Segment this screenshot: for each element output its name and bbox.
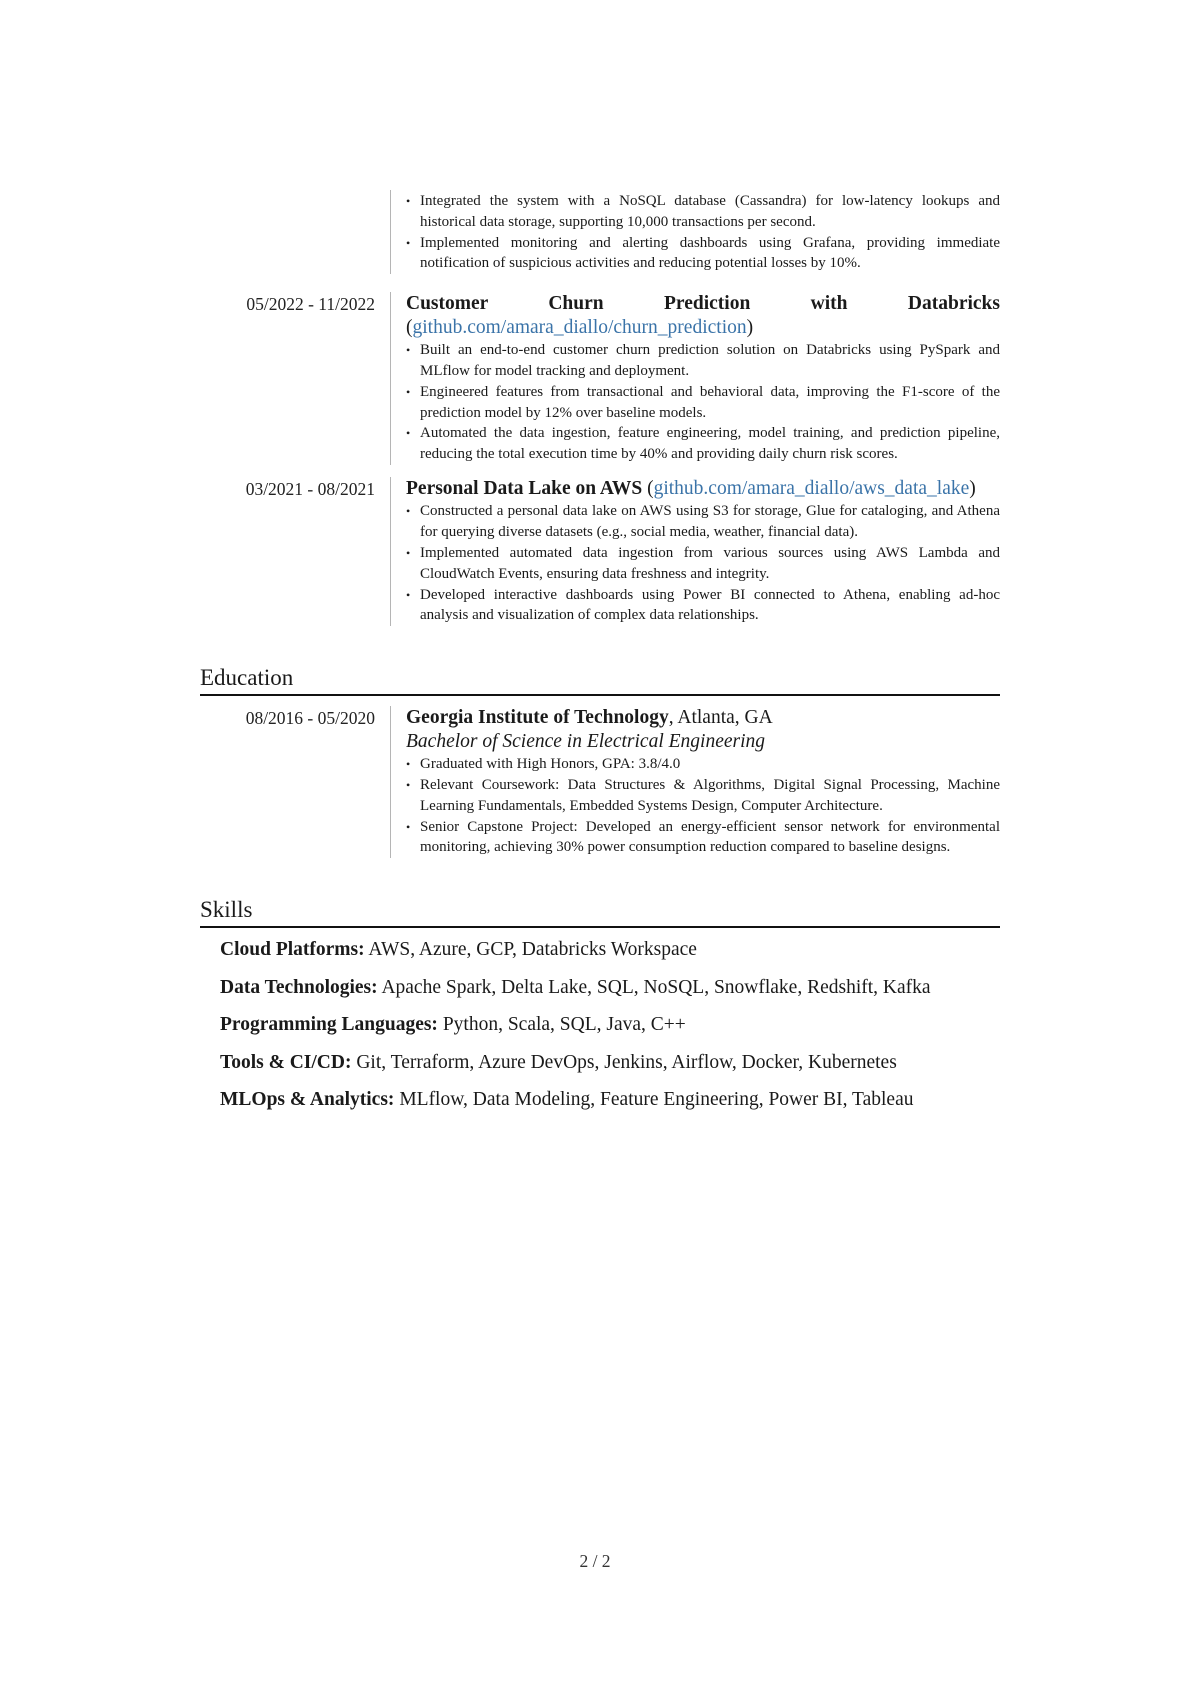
project-link[interactable]: github.com/amara_diallo/churn_prediction — [412, 316, 747, 338]
institution-name: Georgia Institute of Technology — [406, 707, 669, 729]
institution-location: , Atlanta, GA — [668, 707, 773, 729]
bullet-list — [406, 191, 1000, 274]
entry-date: 05/2022 - 11/2022 — [246, 294, 375, 315]
bullet-item: • Integrated the system with a NoSQL database (Cassandra) for low-latency lookups and historical data storage, supporting 10,000 transactions per second. — [406, 191, 1000, 233]
project-title: Personal Data Lake on AWS — [406, 477, 643, 499]
skills-list — [200, 938, 1000, 1112]
bullet-item: • Constructed a personal data lake on AWS using S3 for storage, Glue for cataloging, and Athena for querying diverse datasets (e.g., social media, weather, financial data). — [406, 501, 1000, 543]
project-title-line: Customer Churn Prediction with Databricks (github.com/amara_diallo/churn_prediction) — [406, 293, 1000, 338]
bullet-list — [406, 754, 1000, 858]
education-heading: Education — [200, 664, 1000, 696]
degree: Bachelor of Science in Electrical Engineering — [406, 730, 766, 752]
entry-body — [390, 292, 1000, 465]
experience-entry-continued — [200, 190, 1000, 274]
education-entry — [200, 706, 1000, 858]
skill-items: MLflow, Data Modeling, Feature Engineering, Power BI, Tableau — [394, 1089, 914, 1111]
bullet-item: • Developed interactive dashboards using Power BI connected to Athena, enabling ad-hoc analysis and visualization of complex data relationships. — [406, 585, 1000, 627]
entry-date: 03/2021 - 08/2021 — [245, 478, 375, 499]
project-title-line: Personal Data Lake on AWS (github.com/amara_diallo/aws_data_lake) — [406, 477, 976, 499]
skill-row — [220, 1051, 1000, 1075]
skill-category: Data Technologies: — [220, 976, 378, 998]
project-link[interactable]: github.com/amara_diallo/aws_data_lake — [653, 477, 970, 499]
entry-body — [390, 190, 1000, 274]
resume-page — [200, 190, 1000, 1126]
bullet-item: • Implemented monitoring and alerting dashboards using Grafana, providing immediate notification of suspicious activities and reducing potential losses by 10%. — [406, 233, 1000, 275]
bullet-item: • Graduated with High Honors, GPA: 3.8/4.0 — [406, 754, 1000, 775]
skill-items: Apache Spark, Delta Lake, SQL, NoSQL, Snowflake, Redshift, Kafka — [377, 976, 931, 998]
skill-category: Programming Languages: — [220, 1014, 438, 1036]
skill-items: Git, Terraform, Azure DevOps, Jenkins, Airflow, Docker, Kubernetes — [351, 1051, 897, 1073]
entry-date — [200, 190, 390, 274]
bullet-item: • Implemented automated data ingestion from various sources using AWS Lambda and CloudWatch Events, ensuring data freshness and integrity. — [406, 543, 1000, 585]
bullet-item: • Built an end-to-end customer churn prediction solution on Databricks using PySpark and MLflow for model tracking and deployment. — [406, 340, 1000, 382]
skill-row — [220, 1088, 1000, 1112]
bullet-item: • Engineered features from transactional and behavioral data, improving the F1-score of the prediction model by 12% over baseline models. — [406, 382, 1000, 424]
page-number: 2 / 2 — [579, 1551, 611, 1571]
skill-category: MLOps & Analytics: — [220, 1089, 395, 1111]
institution-line — [406, 706, 1000, 730]
bullet-list — [406, 340, 1000, 465]
bullet-item: • Senior Capstone Project: Developed an energy-efficient sensor network for environmental monitoring, achieving 30% power consumption reduction compared to baseline designs. — [406, 817, 1000, 859]
skill-row — [220, 1013, 1000, 1037]
bullet-list — [406, 501, 1000, 626]
project-title: Customer Churn Prediction with Databricks — [406, 293, 1000, 315]
entry-date: 08/2016 - 05/2020 — [245, 708, 375, 729]
project-entry-data-lake — [200, 477, 1000, 626]
bullet-item: • Automated the data ingestion, feature engineering, model training, and prediction pipeline, reducing the total execution time by 40% and providing daily churn risk scores. — [406, 423, 1000, 465]
skill-items: Python, Scala, SQL, Java, C++ — [437, 1014, 686, 1036]
skill-category: Cloud Platforms: — [220, 939, 365, 961]
skill-row — [220, 938, 1000, 962]
entry-body — [390, 477, 1000, 626]
skill-items: AWS, Azure, GCP, Databricks Workspace — [364, 939, 697, 961]
skill-row — [220, 976, 1000, 1000]
bullet-item: • Relevant Coursework: Data Structures & Algorithms, Digital Signal Processing, Machine Learning Fundamentals, Embedded Systems Design, Computer Architecture. — [406, 775, 1000, 817]
project-entry-churn — [200, 292, 1000, 465]
entry-body — [390, 706, 1000, 858]
skill-category: Tools & CI/CD: — [220, 1051, 352, 1073]
skills-heading: Skills — [200, 896, 1000, 928]
